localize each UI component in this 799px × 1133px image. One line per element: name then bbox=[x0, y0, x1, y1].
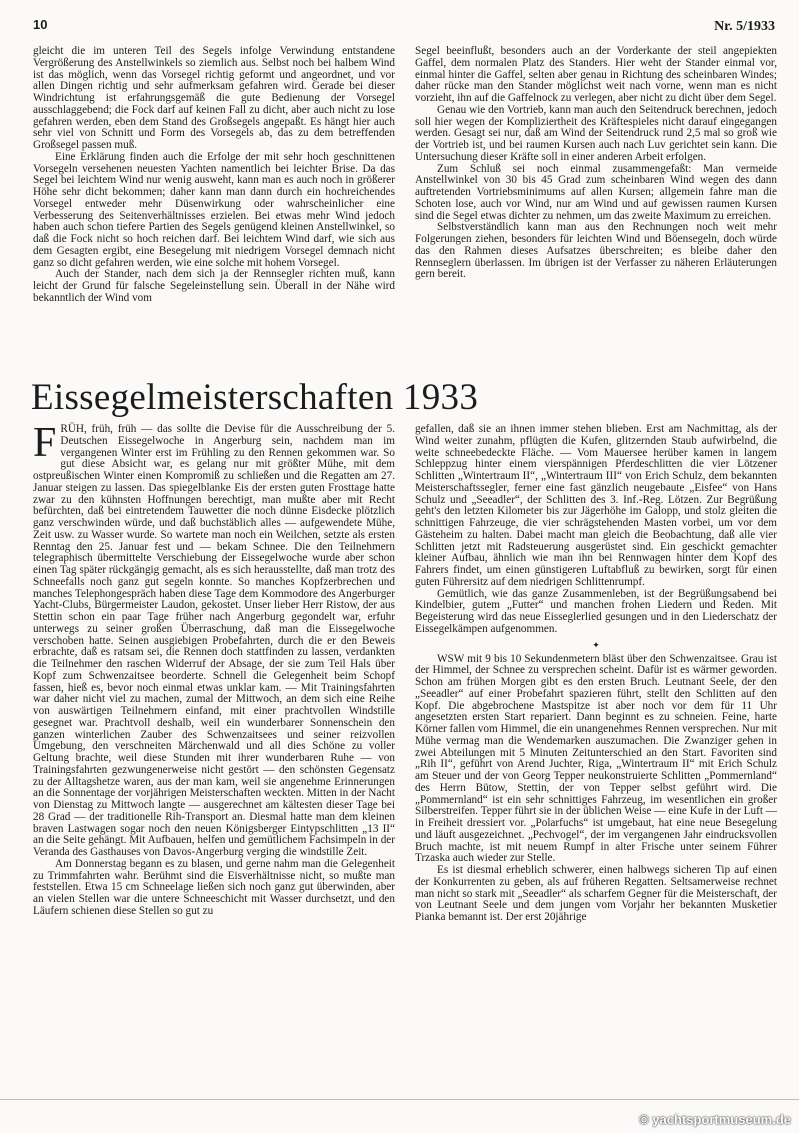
paragraph: Gemütlich, wie das ganze Zusammenleben, ist der Begrüßungsabend bei Kindelbier, gutem „Futter“ und manchen frohen Liedern und Reden. Mit Begeisterung wird das neue Eisseglerlied gesungen und in den Liederschatz der Eissegelkämpen aufgenommen. bbox=[415, 587, 777, 635]
bottom-rule bbox=[0, 1099, 799, 1100]
paragraph: Es ist diesmal erheblich schwerer, einen halbwegs sicheren Tip auf einen der Konkurrenten zu geben, als auf früheren Regatten. Seltsamerweise rechnet man nicht so stark mit „Seeadler“ als scharfem Gegner für die Meisterschaft, der von Leutnant Seele und dem jungen vom Vorjahr her bekannten Musketier Pianka bemannt ist. Der erst 20jährige bbox=[415, 864, 777, 923]
article-title: Eissegelmeisterschaften 1933 bbox=[31, 377, 479, 418]
article-left-column bbox=[33, 420, 395, 918]
paragraph: Auch der Stander, nach dem sich ja der Rennsegler richten muß, kann leicht der Grund für falsche Segeleinstellung sein. Überall in der Nähe wird bekanntlich der Wind vom bbox=[33, 268, 395, 304]
paragraph: WSW mit 9 bis 10 Sekundenmetern bläst über den Schwenzaitsee. Grau ist der Himmel, der Schnee zu versprechen scheint. Dafür ist es wärmer geworden. Schon am frühen Morgen gibt es den ersten Bruch. Leutnant Seele, der den „Seeadler“ auf einer Probefahrt spazieren führt, stellt den Schlitten auf den Kopf. Die abgebrochene Mastspitze ist aber noch vor dem für 11 Uhr angesetzten ersten Start repariert. Dann beginnt es zu schneien. Feine, harte Körner fallen vom Himmel, die ein unangenehmes Rennen versprechen. Nur mit Mühe vermag man die Wendemarken auszumachen. Die Zwanziger gehen in zwei Abteilungen mit 5 Minuten Zeitunterschied an den Start. Favoriten sind „Rih II“, geführt von Arend Juchter, Riga, „Wintertraum II“ mit Erich Schulz am Steuer und der von Georg Tepper neukonstruierte Schlitten „Pommernland“ des Herrn Bütow, Stettin, der von Tepper selbst geführt wird. Die „Pommernland“ ist ein sehr schnittiges Fahrzeug, im wesentlichen ein großer Silberstreifen. Tepper führt sie in der üblichen Weise — eine Kufe in der Luft — in Freiheit dressiert vor. „Polarfuchs“ ist umgebaut, hat eine neue Besegelung und läuft ausgezeichnet. „Pechvogel“, der im vergangenen Jahr eindrucksvollen Bruch machte, ist mit neuem Rumpf in alter Frische unter seinem Führer Trzaska auch wieder zur Stelle. bbox=[415, 652, 777, 865]
paragraph: Segel beeinflußt, besonders auch an der Vorderkante der steil angepiekten Gaffel, dem normalen Platz des Standers. Hier weht der Stander einmal vor, einmal hinter die Gaffel, selten aber genau in Richtung des scheinbaren Windes; daher rücke man den Stander möglichst weit nach vorne, wenn man es nicht vorzieht, ihn auf die Gaffelnock zu verlegen, aber nicht zu dicht über dem Segel. bbox=[415, 45, 777, 104]
drop-cap: F bbox=[33, 420, 57, 466]
issue-number: Nr. 5/1933 bbox=[714, 19, 775, 34]
paragraph bbox=[33, 420, 395, 859]
article-right-column bbox=[415, 424, 777, 924]
paragraph: gefallen, daß sie an ihnen immer stehen blieben. Erst am Nachmittag, als der Wind weiter zunahm, pflügten die Kufen, glitzernden Staub aufwirbelnd, die weite schneebedeckte Fläche. — Vom Mauersee herüber kamen in langem Schleppzug hinter einem vierspännigen Pferdeschlitten die vier Lötzener Schlitten „Wintertraum II“, „Wintertraum III“ von Erich Schulz, dem bekannten Meisterschaftssegler, ferner eine fast gänzlich neugebaute „Eisfee“ von Hans Schulz und „Seeadler“, der Schlitten des 3. Inf.-Reg. Lötzen. Zur Begrüßung geht's den letzten Kilometer bis zur Jägerhöhe im Galopp, und stolz gleiten die schnittigen Fahrzeuge, die vier schrägstehenden Masten vorbei, um vor dem Gästeheim zu halten. Dabei macht man gleich die Beobachtung, daß alle vier Schlitten jetzt mit Radsteuerung ausgerüstet sind. Ein geschickt gemachter kleiner Aufbau, ähnlich wie man ihn bei Rennwagen hinter dem Kopf des Fahrers findet, um einen günstigeren Luftabfluß zu bewirken, sorgt für einen guten Führersitz auf dem niedrigen Schlittenrumpf. bbox=[415, 423, 777, 588]
paragraph: Genau wie den Vortrieb, kann man auch den Seitendruck berechnen, jedoch soll hier wegen der Kompliziertheit des Kräftespieles nicht darauf eingegangen werden. Gesagt sei nur, daß am Wind der Seitendruck rund 2,5 mal so groß wie der Vortrieb ist, und bei raumen Kursen auch nach Luv gerichtet sein kann. Die Untersuchung dieser Kräfte soll in einer anderen Arbeit erfolgen. bbox=[415, 103, 777, 163]
paragraph: Eine Erklärung finden auch die Erfolge der mit sehr hoch geschnittenen Vorsegeln versehenen neuesten Yachten namentlich bei leichter Brise. Da das Segel bei leichtem Wind nur wenig ausweht, kann man es auch noch in größerer Höhe sehr dicht bekommen; daher kann man dann durch ein hochreichendes Vorsegel entweder mehr Düsenwirkung oder wahrscheinlicher eine Verbesserung des Seitenverhältnisses erzielen. Bei etwas mehr Wind jedoch haben auch schon tiefere Partien des Segels genügend kleinen Anstellwinkel, so daß die Fock nicht so hoch reichen darf. Bei leichtem Wind darf, wie sich aus dem Gesagten ergibt, eine Besegelung mit niedrigem Vorsegel demnach nicht ganz so dicht gefahren werden, wie eine solche mit hohem Vorsegel. bbox=[33, 150, 395, 269]
paragraph: Selbstverständlich kann man aus den Rechnungen noch weit mehr Folgerungen ziehen, besonders für leichten Wind und Böensegeln, doch würde das den Rahmen dieses Aufsatzes überschreiten; es bleibe daher den Rennseglern überlassen. Im übrigen ist der Verfasser zu näheren Erläuterungen gern bereit. bbox=[415, 221, 777, 281]
previous-article-right-column bbox=[415, 46, 777, 281]
paragraph: Am Donnerstag begann es zu blasen, und gerne nahm man die Gelegenheit zu Trimmfahrten wahr. Berühmt sind die Eisverhältnisse nicht, so mußte man feststellen. Etwa 15 cm Schneelage ließen sich noch ganz gut überwinden, aber an vielen Stellen war die untere Schneeschicht mit Wasser durchsetzt, und den Läufern schienen diese Stellen so gut zu bbox=[33, 857, 395, 917]
paragraph-text: RÜH, früh, früh — das sollte die Devise für die Ausschreibung der 5. Deutschen Eissegelwoche in Angerburg sein, nachdem man im vergangenen Winter erst im Frühling zu den Rennen gekommen war. So gut diese Absicht war, es gelang nur mit größter Mühe, mit dem ostpreußischen Winter einen Kompromiß zu schließen und die Regatten am 27. Januar steigen zu lassen. Das spiegelblanke Eis der ersten guten Frosttage hatte zwar zu den kühnsten Hoffnungen berechtigt, man mußte aber mit Recht befürchten, daß bei eintretendem Tauwetter die noch dünne Eisdecke plötzlich ganz verschwinden würde, und daß buchstäblich alles — aufgewendete Mühe, Zeit usw. zu Wasser wurde. So wartete man noch ein Weilchen, setzte als ersten Renntag den 25. Januar fest und — bekam Schnee. Die den Teilnehmern telegraphisch übermittelte Verschiebung der Eissegelwoche wurde aber schon einen Tag später rückgängig gemacht, als es sich herausstellte, daß man trotz des Schneefalls noch ganz gut segeln konnte. So manches Kopfzerbrechen und manches Telephongespräch haben diese Tage dem Kommodore des Angerburger Yacht-Clubs, Bürgermeister Laudon, gekostet. Unser lieber Herr Ristow, der aus Stettin schon ein paar Tage früher nach Angerburg gegondelt war, erfuhr unterwegs zu seiner großen Überraschung, daß man die Eissegelwoche verschoben hatte. Seinen ausgiebigen Probefahrten, durch die er den Beweis erbrachte, daß es ratsam sei, die Rennen doch stattfinden zu lassen, verdankten die Teilnehmer den raschen Widerruf der Absage, der sie zum Teil Hals über Kopf zum Schwenzaitsee beorderte. Schnell die Gelegenheit beim Schopf fassen, hieß es, bevor noch einmal etwas unklar kam. — Mit Trainingsfahrten war daher nicht viel zu machen, zumal der Mittwoch, an dem sich eine Reihe von auswärtigen Teilnehmern einfand, mit einer prachtvollen Windstille gesegnet war. Prachtvoll deshalb, weil ein wunderbarer Sonnenschein den ganzen winterlichen Zauber des Schwenzaitsees und seiner reizvollen Umgebung, den verschneiten Märchenwald und all dies Schöne zu voller Geltung brachte, weil diese Stunden mit ihrer wunderbaren Ruhe — von Trainingsfahrten gezwungenerweise nicht gestört — den schönsten Gegensatz zu der Alltagshetze waren, aus der man kam, weil sie angenehme Erinnerungen an die Sonnentage der vorjährigen Meisterschaften weckten. Mitten in der Nacht von Dienstag zu Mittwoch langte — ausgerechnet am kältesten dieser Tage bei 28 Grad — der traditionelle Rih-Transport an. Diesmal hatte man dem kleinen braven Lastwagen sogar noch den neuen Königsberger Eintypschlitten „13 II“ an die Seite gehängt. Mit Aufbauen, helfen und gemütlichem Fachsimpeln in der Veranda des Gasthauses von Davos-Angerburg verging die windstille Zeit. bbox=[33, 423, 395, 858]
paragraph: Zum Schluß sei noch einmal zusammengefaßt: Man vermeide Anstellwinkel von 30 bis 45 Grad zum scheinbaren Wind wegen des dann auftretenden Vortriebsminimums auf allen Kursen; allgemein fahre man die Schoten lose, auch vor Wind, nur am Wind und auf gewissen raumen Kursen sind die Segel etwas dichter zu nehmen, um das zweite Maximum zu erreichen. bbox=[415, 162, 777, 222]
watermark: © yachtsportmuseum.de bbox=[639, 1112, 791, 1127]
page-number: 10 bbox=[33, 17, 48, 32]
paragraph: gleicht die im unteren Teil des Segels infolge Verwindung entstandene Vergrößerung des Anstellwinkels so ziemlich aus. Selbst noch bei halbem Wind ist das möglich, wenn das Vorsegel richtig geformt und angeordnet, und vor allen Dingen richtig und sehr aufmerksam gefahren wird. Gerade bei dieser Windrichtung ist erfahrungsgemäß die gute Bedienung der Vorsegel ausschlaggebend; die Fock darf auf keinen Fall zu dicht, aber auch nicht zu lose gefahren werden, eben dem Stand des Großsegels angepaßt. Es hängt hier auch sehr viel von Schnitt und Form des Vorsegels ab, das zu dem betreffenden Großsegel passen muß. bbox=[33, 45, 395, 151]
previous-article-left-column bbox=[33, 46, 395, 305]
section-separator-icon: ✦ bbox=[592, 639, 600, 650]
